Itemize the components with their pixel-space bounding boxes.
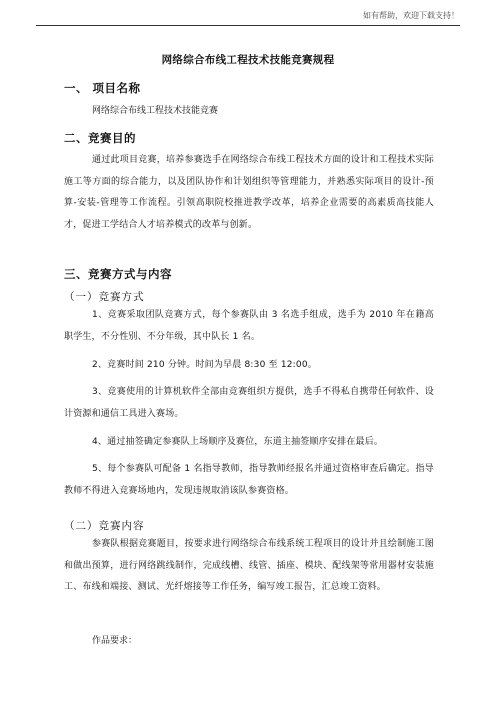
subsection-heading-method: （一）竞赛方式 [64, 291, 145, 303]
subsection-heading-content: （二）竞赛内容 [64, 520, 145, 532]
method-item-1: 1、竞赛采取团队竞赛方式，每个参赛队由 3 名选手组成，选手为 2010 年在籍高职学生，不分性别、不分年级，其中队长 1 名。 [64, 310, 434, 342]
section-heading-purpose: 二、竞赛目的 [64, 131, 136, 145]
method-item-5: 5、每个参赛队可配备 1 名指导教师，指导教师经报名并通过资格审查后确定。指导教师不得进入竞赛场地内，发现违规取消该队参赛资格。 [64, 464, 434, 496]
section-heading-method-content: 三、竞赛方式与内容 [64, 267, 172, 281]
purpose-paragraph: 通过此项目竞赛，培养参赛选手在网络综合布线工程技术方面的设计和工程技术实际施工等方面的综合能力，以及团队协作和计划组织等管理能力，并熟悉实际项目的设计-预算-安装-管理等工作流程。引领高职院校推进教学改革，培养企业需要的高素质高技能人才，促进工学结合人才培养模式的改革与创新。 [64, 155, 434, 230]
content-paragraph: 参赛队根据竞赛题目，按要求进行网络综合布线系统工程项目的设计并且绘制施工图和做出预算，进行网络跳线制作，完成线槽、线管、插座、模块、配线架等常用器材安装施工、布线和端接、测试、光纤熔接等工作任务，编写竣工报告，汇总竣工资料。 [64, 539, 434, 592]
section-heading-project-name: 一、 项目名称 [64, 81, 141, 95]
document-title: 网络综合布线工程技术技能竞赛规程 [161, 54, 335, 66]
method-item-4: 4、通过抽签确定参赛队上场顺序及赛位，东道主抽签顺序安排在最后。 [92, 437, 384, 447]
method-item-2: 2、竞赛时间 210 分钟。时间为早晨 8:30 至 12:00。 [92, 360, 317, 370]
header-divider [36, 25, 460, 26]
method-item-3: 3、竞赛使用的计算机软件全部由竞赛组织方提供，选手不得私自携带任何软件、设计资源和通信工具进入赛场。 [64, 387, 434, 419]
project-name-text: 网络综合布线工程技术技能竞赛 [92, 106, 219, 116]
header-note: 如有帮助，欢迎下载支持！ [363, 11, 459, 20]
works-requirement-label: 作品要求： [92, 636, 138, 646]
